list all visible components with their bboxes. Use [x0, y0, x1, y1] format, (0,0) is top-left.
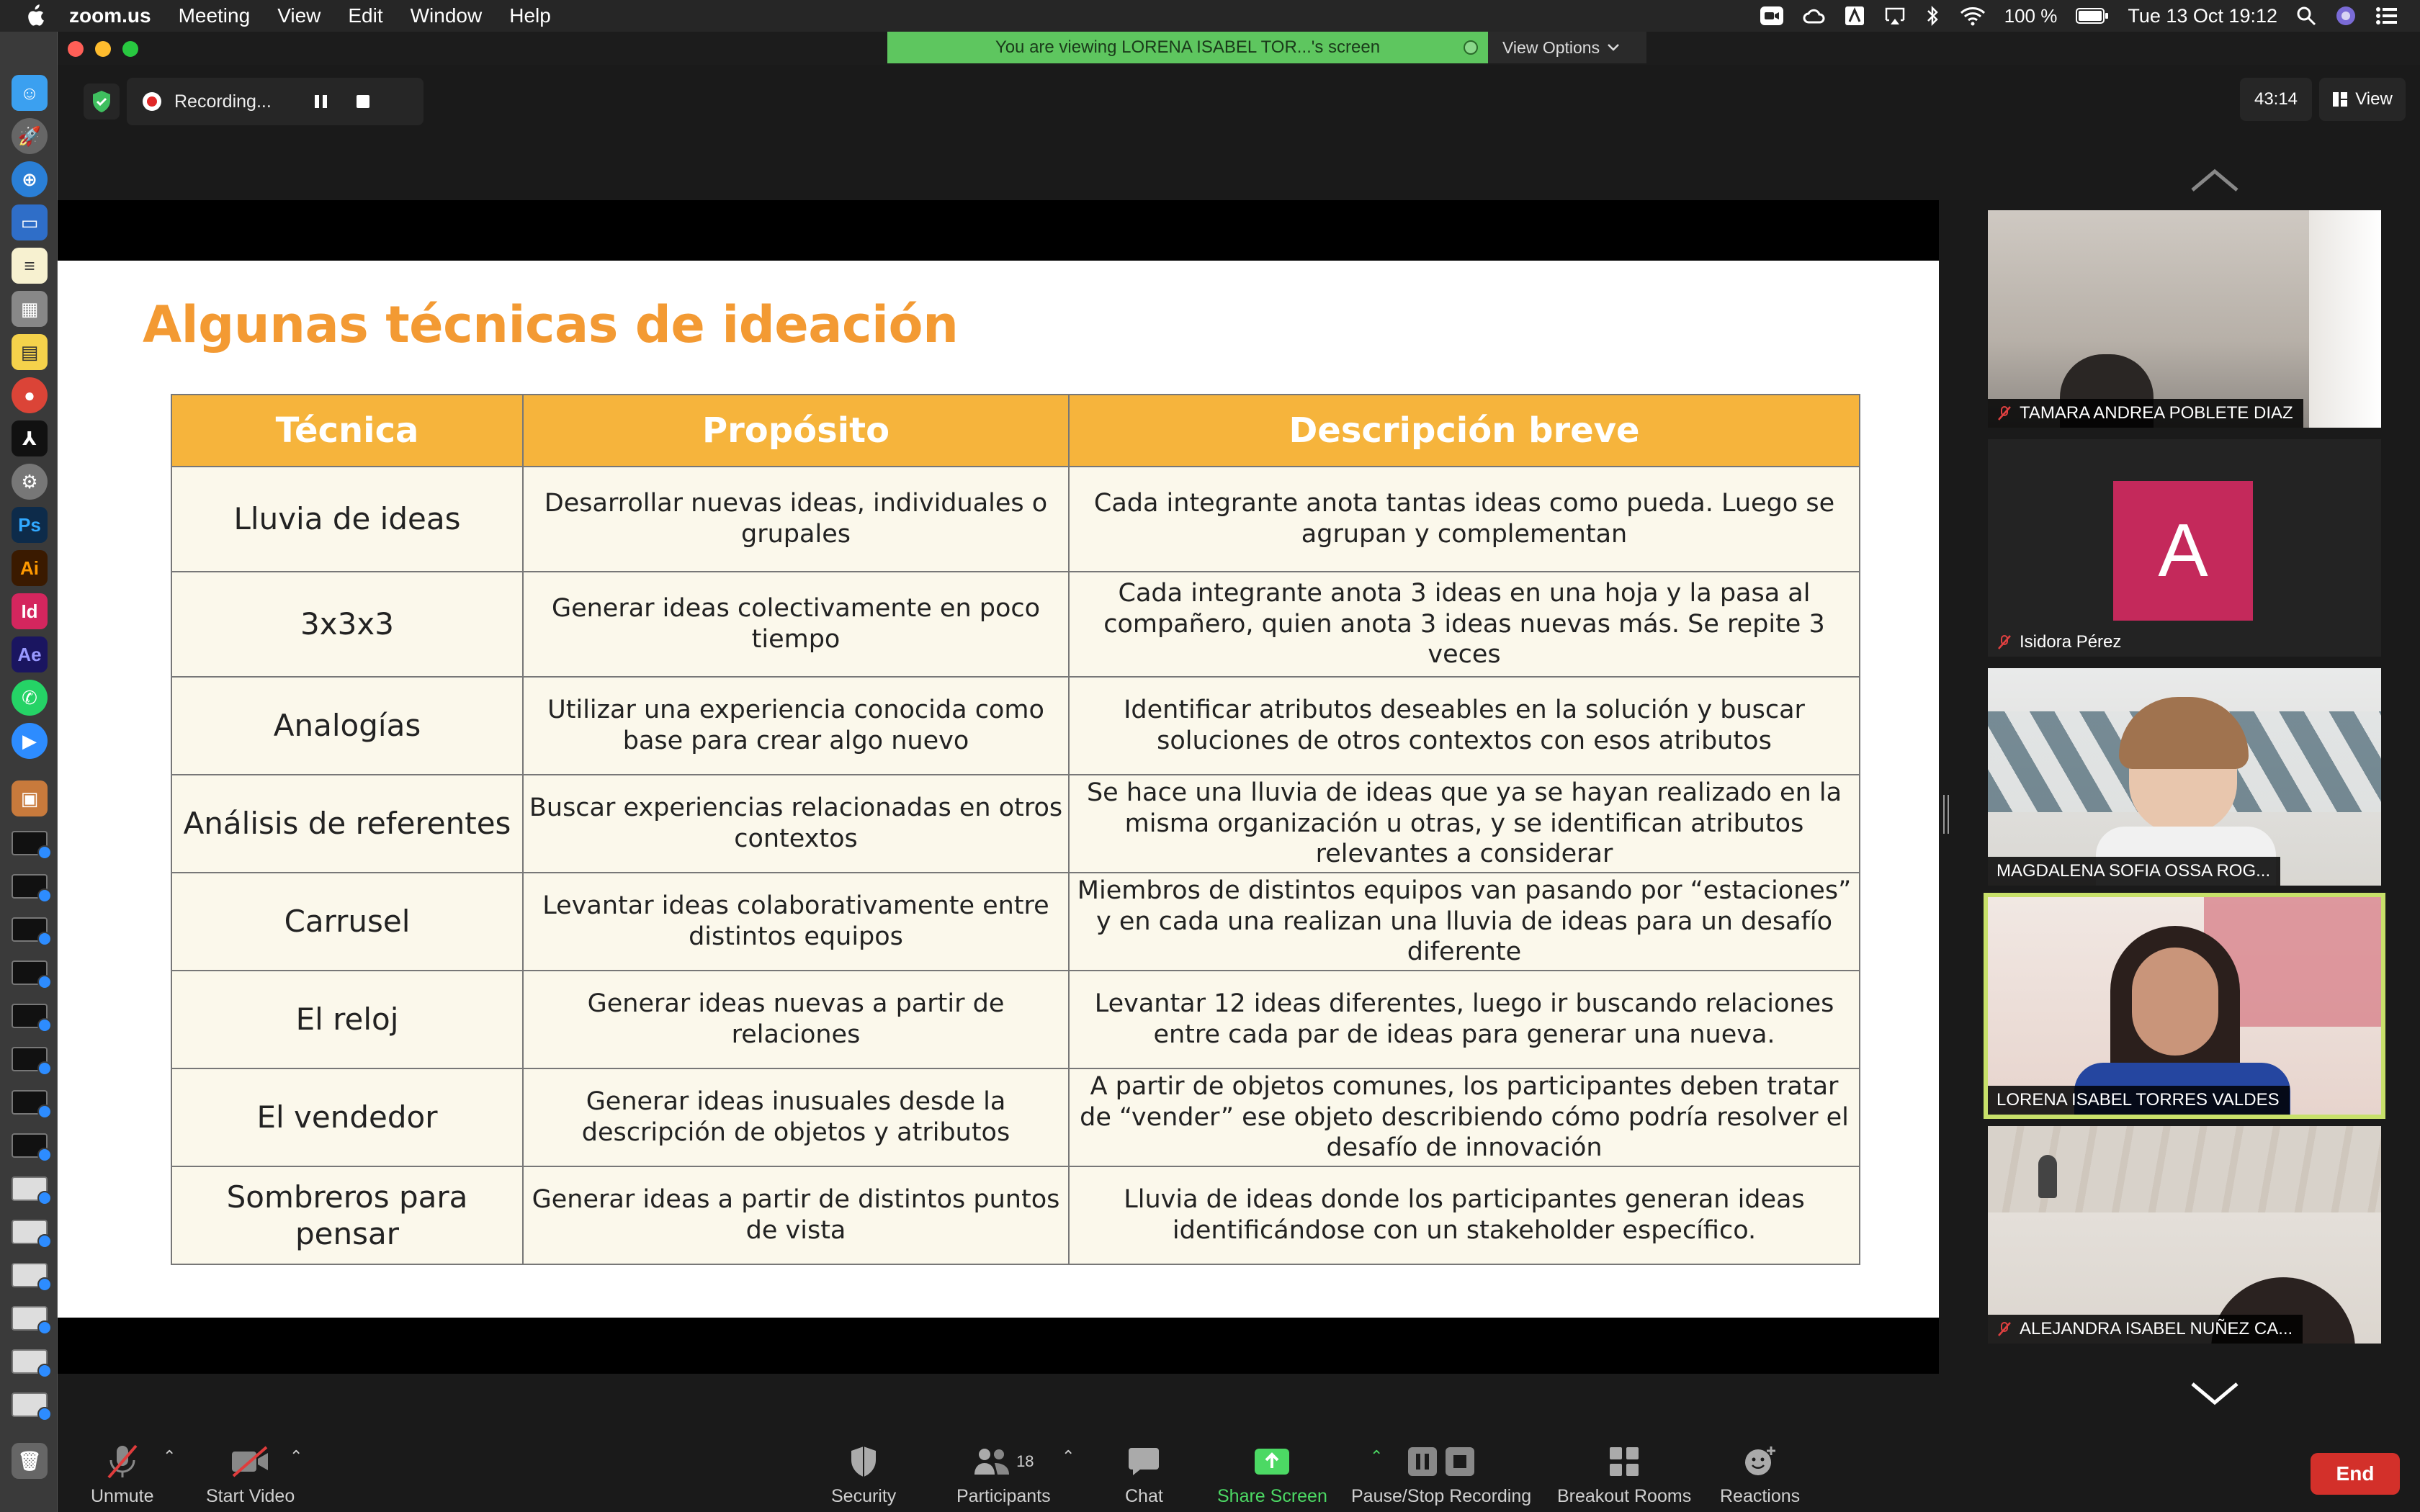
menu-window[interactable]: Window — [410, 4, 483, 27]
after-effects-icon[interactable]: Ae — [12, 636, 48, 672]
table-row — [171, 873, 1860, 971]
table-cell: A partir de objetos comunes, los participantes deben tratar de “vender” ese objeto describiendo cómo podría resolver el desafío de innovación — [1069, 1068, 1860, 1166]
table-cell: Utilizar una experiencia conocida como base para crear algo nuevo — [523, 677, 1069, 775]
participant-tile-active-speaker[interactable] — [1984, 893, 2385, 1119]
muted-mic-icon — [1996, 634, 2012, 650]
stop-icon — [1445, 1446, 1475, 1477]
minimized-window-10[interactable] — [12, 1220, 48, 1244]
unmute-label: Unmute — [91, 1486, 154, 1506]
table-cell: Análisis de referentes — [171, 775, 523, 873]
trash-icon[interactable]: 🗑 — [12, 1443, 48, 1479]
start-video-label: Start Video — [206, 1486, 295, 1506]
minimized-window-1[interactable] — [12, 831, 48, 855]
breakout-rooms-label: Breakout Rooms — [1557, 1486, 1692, 1506]
table-cell: Cada integrante anota tantas ideas como pueda. Luego se agrupan y complementan — [1069, 467, 1860, 572]
spotlight-search-icon[interactable] — [2296, 6, 2316, 26]
macos-menu-bar — [0, 0, 2420, 32]
meeting-timer: 43:14 — [2240, 78, 2312, 121]
recording-label: Recording... — [174, 91, 272, 112]
table-cell: El reloj — [171, 971, 523, 1068]
participants-icon — [973, 1447, 1010, 1476]
participant-tile[interactable] — [1988, 668, 2381, 886]
table-cell: Cada integrante anota 3 ideas en una hoja y la pasa al compañero, quien anota 3 ideas nuevas más. Se repite 3 veces — [1069, 572, 1860, 677]
table-cell: Generar ideas colectivamente en poco tiempo — [523, 572, 1069, 677]
view-label: View — [2355, 89, 2393, 109]
control-center-icon[interactable] — [2375, 6, 2398, 25]
pause-stop-recording-label: Pause/Stop Recording — [1351, 1486, 1532, 1506]
minimize-window-button[interactable] — [95, 41, 111, 57]
gallery-scroll-up-icon[interactable] — [2190, 166, 2240, 194]
creative-cloud-icon[interactable] — [1803, 6, 1826, 25]
table-cell: Identificar atributos deseables en la solución y buscar soluciones de otros contextos con esos atributos — [1069, 677, 1860, 775]
grid-view-icon — [2332, 91, 2348, 107]
presentation-slide — [58, 261, 1939, 1318]
siri-icon[interactable] — [2335, 5, 2357, 27]
pause-stop-recording-button[interactable] — [1351, 1443, 1531, 1507]
share-screen-button[interactable] — [1217, 1443, 1327, 1507]
video-options-caret-icon[interactable]: ⌃ — [290, 1447, 303, 1465]
participant-tile[interactable] — [1988, 210, 2381, 428]
launchpad-icon[interactable]: 🚀 — [12, 118, 48, 154]
participant-tile[interactable] — [1988, 1126, 2381, 1344]
viewing-screen-banner — [887, 32, 1488, 63]
whatsapp-icon[interactable]: ✆ — [12, 680, 48, 716]
minimized-window-12[interactable] — [12, 1306, 48, 1331]
start-video-button[interactable] — [206, 1443, 295, 1507]
table-cell: Analogías — [171, 677, 523, 775]
chrome-icon[interactable]: ● — [12, 377, 48, 413]
table-header: Propósito — [523, 395, 1069, 467]
clock[interactable]: Tue 13 Oct 19:12 — [2128, 4, 2277, 27]
security-shield-icon — [849, 1445, 878, 1478]
zoom-meeting-window — [58, 32, 2420, 1512]
participants-count: 18 — [1016, 1452, 1034, 1470]
participants-label: Participants — [956, 1486, 1051, 1506]
participant-name: Isidora Pérez — [2020, 632, 2122, 652]
stop-recording-button[interactable] — [357, 95, 369, 108]
pause-icon — [1407, 1446, 1438, 1477]
participant-name: TAMARA ANDREA POBLETE DIAZ — [2020, 403, 2293, 423]
view-layout-button[interactable] — [2319, 78, 2406, 121]
participants-options-caret-icon[interactable]: ⌃ — [1062, 1447, 1075, 1465]
table-cell: Sombreros para pensar — [171, 1166, 523, 1264]
minimized-window-11[interactable] — [12, 1263, 48, 1287]
table-header: Técnica — [171, 395, 523, 467]
finder-icon[interactable]: ☺ — [12, 75, 48, 111]
menu-app-name[interactable]: zoom.us — [69, 4, 151, 27]
table-header: Descripción breve — [1069, 395, 1860, 467]
menu-edit[interactable]: Edit — [348, 4, 383, 27]
chat-button[interactable] — [1125, 1443, 1163, 1507]
menu-meeting[interactable]: Meeting — [178, 4, 251, 27]
view-options-label: View Options — [1502, 37, 1600, 57]
security-button[interactable] — [831, 1443, 896, 1507]
unmute-button[interactable] — [91, 1443, 154, 1507]
table-header-row — [171, 395, 1860, 467]
meeting-toolbar — [58, 1434, 2420, 1512]
calculator-icon[interactable]: ▦ — [12, 291, 48, 327]
minimized-window-13[interactable] — [12, 1349, 48, 1374]
table-cell: Buscar experiencias relacionadas en otros contextos — [523, 775, 1069, 873]
share-options-caret-icon[interactable]: ⌃ — [1370, 1447, 1384, 1465]
safari-icon[interactable]: ⊕ — [12, 161, 48, 197]
acrobat-icon[interactable]: ⅄ — [12, 420, 48, 456]
table-row — [171, 677, 1860, 775]
minimized-window-9[interactable] — [12, 1176, 48, 1201]
chat-icon — [1127, 1446, 1160, 1477]
keynote-icon[interactable]: ▭ — [12, 204, 48, 240]
system-preferences-icon[interactable]: ⚙ — [12, 464, 48, 500]
participant-tile[interactable] — [1988, 439, 2381, 657]
bluetooth-icon[interactable] — [1925, 5, 1941, 27]
ideation-techniques-table — [171, 394, 1860, 1265]
record-dot-icon — [143, 92, 161, 111]
macos-dock — [0, 32, 58, 1512]
muted-mic-icon — [1996, 1321, 2012, 1337]
participant-name: MAGDALENA SOFIA OSSA ROG... — [1996, 861, 2271, 881]
table-cell: Lluvia de ideas donde los participantes generan ideas identificándose con un stakeholder específico. — [1069, 1166, 1860, 1264]
illustrator-icon[interactable]: Ai — [12, 550, 48, 586]
pause-recording-button[interactable] — [315, 95, 328, 108]
table-row — [171, 971, 1860, 1068]
encryption-shield-icon[interactable] — [84, 84, 120, 120]
chevron-down-icon — [1607, 43, 1620, 52]
breakout-rooms-icon — [1609, 1446, 1639, 1477]
table-cell: Levantar ideas colaborativamente entre distintos equipos — [523, 873, 1069, 971]
table-cell: Generar ideas a partir de distintos puntos de vista — [523, 1166, 1069, 1264]
minimized-window-5[interactable] — [12, 1004, 48, 1028]
minimized-window-7[interactable] — [12, 1090, 48, 1115]
stickies-icon[interactable]: ▤ — [12, 334, 48, 370]
participant-name: LORENA ISABEL TORRES VALDES — [1996, 1090, 2280, 1110]
table-cell: 3x3x3 — [171, 572, 523, 677]
table-row — [171, 572, 1860, 677]
window-titlebar — [58, 32, 2420, 65]
slide-title: Algunas técnicas de ideación — [143, 295, 959, 354]
gallery-scroll-down-icon[interactable] — [2190, 1380, 2240, 1408]
minimized-window-2[interactable] — [12, 874, 48, 899]
minimized-window-3[interactable] — [12, 917, 48, 942]
chat-label: Chat — [1125, 1486, 1163, 1506]
participants-button[interactable] — [956, 1443, 1051, 1507]
table-cell: Generar ideas nuevas a partir de relaciones — [523, 971, 1069, 1068]
photoshop-icon[interactable]: Ps — [12, 507, 48, 543]
table-cell: Lluvia de ideas — [171, 467, 523, 572]
minimized-window-8[interactable] — [12, 1133, 48, 1158]
recording-indicator — [127, 78, 424, 125]
zoom-status-icon[interactable] — [1760, 6, 1784, 26]
battery-percent: 100 % — [2004, 4, 2058, 27]
minimized-window-6[interactable] — [12, 1047, 48, 1071]
banner-status-icon — [1464, 40, 1478, 55]
notes-icon[interactable]: ≡ — [12, 248, 48, 284]
table-cell: Miembros de distintos equipos van pasando por “estaciones” y en cada una realizan una lluvia de ideas para un desafío diferente — [1069, 873, 1860, 971]
end-meeting-button[interactable]: End — [2311, 1453, 2400, 1495]
wifi-icon[interactable] — [1960, 6, 1986, 26]
menu-view[interactable]: View — [277, 4, 321, 27]
table-cell: Carrusel — [171, 873, 523, 971]
viewing-banner-text: You are viewing LORENA ISABEL TOR...'s screen — [995, 37, 1381, 57]
view-options-button[interactable] — [1488, 32, 1646, 63]
security-label: Security — [831, 1486, 897, 1506]
adobe-acrobat-icon[interactable] — [1845, 6, 1865, 26]
shared-screen[interactable] — [58, 200, 1939, 1374]
video-off-icon — [230, 1446, 271, 1477]
airplay-icon[interactable] — [1883, 6, 1906, 26]
table-cell: Levantar 12 ideas diferentes, luego ir buscando relaciones entre cada par de ideas para generar una nueva. — [1069, 971, 1860, 1068]
photos-doc-icon[interactable]: ▣ — [12, 780, 48, 816]
table-cell: Generar ideas inusuales desde la descripción de objetos y atributos — [523, 1068, 1069, 1166]
table-cell: Desarrollar nuevas ideas, individuales o grupales — [523, 467, 1069, 572]
table-cell: El vendedor — [171, 1068, 523, 1166]
split-resize-handle[interactable] — [1943, 795, 1949, 834]
menu-help[interactable]: Help — [509, 4, 551, 27]
table-cell: Se hace una lluvia de ideas que ya se hayan realizado en la misma organización u otras, y se identifican atributos relevantes a considerar — [1069, 775, 1860, 873]
table-row — [171, 467, 1860, 572]
reactions-smiley-icon — [1744, 1445, 1777, 1478]
share-screen-label: Share Screen — [1217, 1486, 1327, 1506]
minimized-window-14[interactable] — [12, 1392, 48, 1417]
zoom-dock-icon[interactable]: ▶ — [12, 723, 48, 759]
muted-mic-icon — [1996, 405, 2012, 421]
table-row — [171, 1068, 1860, 1166]
close-window-button[interactable] — [68, 41, 84, 57]
participant-avatar: A — [2113, 481, 2253, 621]
table-row — [171, 1166, 1860, 1264]
indesign-icon[interactable]: Id — [12, 593, 48, 629]
breakout-rooms-button[interactable] — [1557, 1443, 1691, 1507]
share-screen-icon — [1254, 1448, 1290, 1475]
reactions-button[interactable] — [1720, 1443, 1800, 1507]
participant-name: ALEJANDRA ISABEL NUÑEZ CA... — [2020, 1319, 2293, 1338]
apple-icon[interactable] — [24, 4, 45, 27]
fullscreen-window-button[interactable] — [122, 41, 138, 57]
table-row — [171, 775, 1860, 873]
battery-icon[interactable] — [2076, 7, 2109, 24]
mic-muted-icon — [104, 1443, 140, 1480]
audio-options-caret-icon[interactable]: ⌃ — [163, 1447, 176, 1465]
reactions-label: Reactions — [1720, 1486, 1801, 1506]
minimized-window-4[interactable] — [12, 960, 48, 985]
